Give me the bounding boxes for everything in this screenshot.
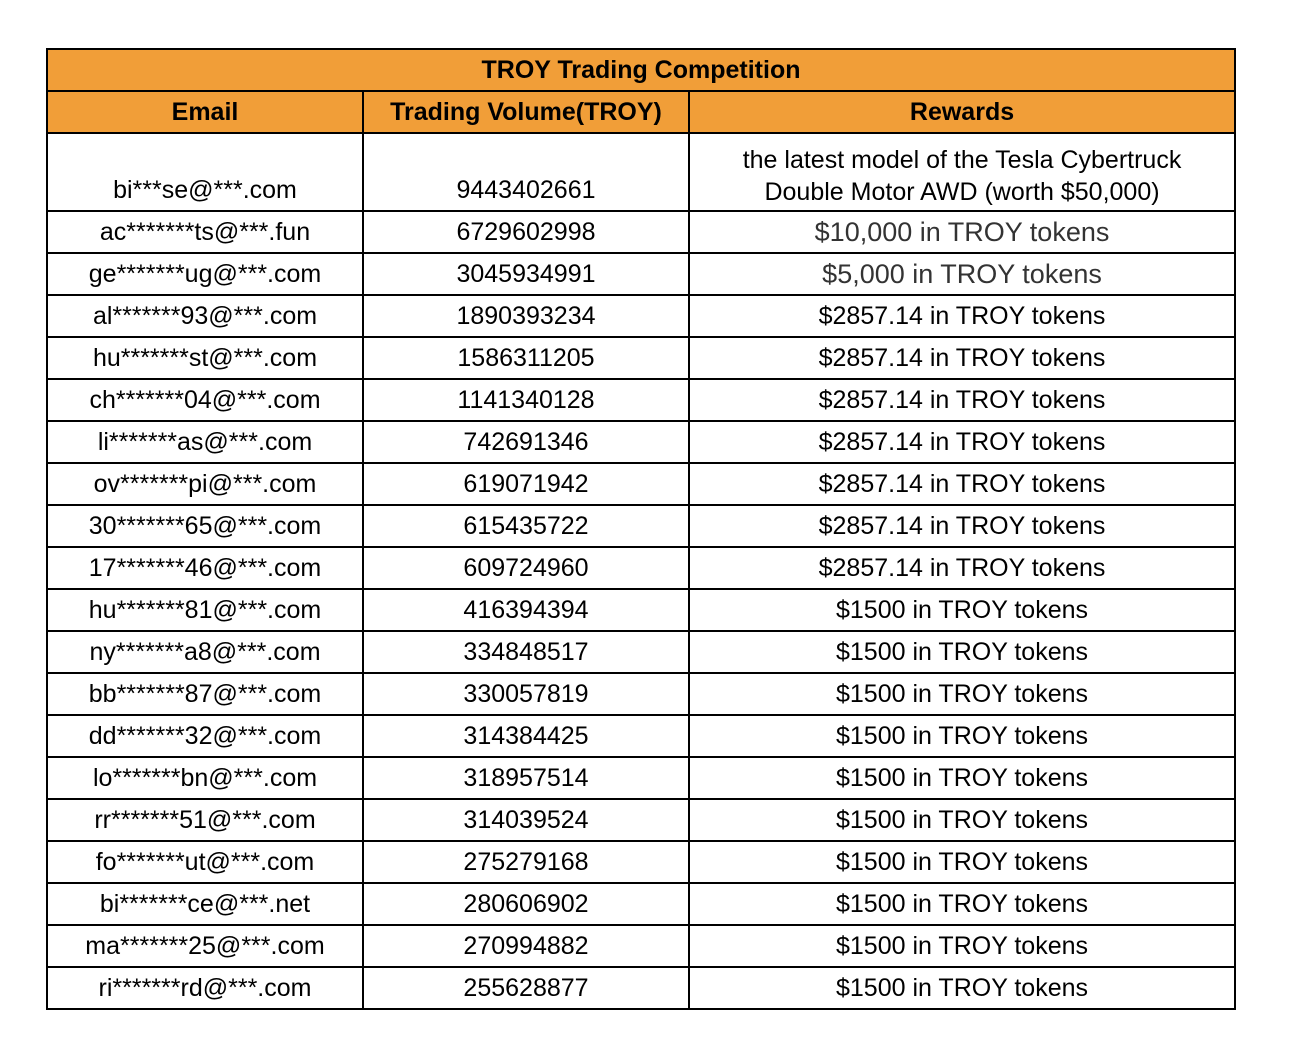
- table-row: [47, 967, 1235, 1009]
- email-cell: ny*******a8@***.com: [47, 631, 363, 673]
- table-row: [47, 841, 1235, 883]
- reward-cell: $2857.14 in TROY tokens: [689, 337, 1235, 379]
- volume-cell: 255628877: [363, 967, 689, 1009]
- volume-cell: 1586311205: [363, 337, 689, 379]
- volume-cell: 314039524: [363, 799, 689, 841]
- reward-cell: $2857.14 in TROY tokens: [689, 421, 1235, 463]
- table-row: [47, 631, 1235, 673]
- table-title: TROY Trading Competition: [47, 49, 1235, 91]
- reward-cell: $1500 in TROY tokens: [689, 841, 1235, 883]
- email-cell: ch*******04@***.com: [47, 379, 363, 421]
- reward-cell: $2857.14 in TROY tokens: [689, 379, 1235, 421]
- reward-cell: $2857.14 in TROY tokens: [689, 463, 1235, 505]
- column-header-email: Email: [47, 91, 363, 133]
- volume-cell: 3045934991: [363, 253, 689, 295]
- volume-cell: 742691346: [363, 421, 689, 463]
- reward-cell: $1500 in TROY tokens: [689, 799, 1235, 841]
- volume-cell: 609724960: [363, 547, 689, 589]
- reward-cell: [689, 133, 1235, 211]
- table-row: [47, 295, 1235, 337]
- volume-cell: 280606902: [363, 883, 689, 925]
- table-row: [47, 211, 1235, 253]
- column-header-row: [47, 91, 1235, 133]
- reward-cell: $5,000 in TROY tokens: [689, 253, 1235, 295]
- column-header-rewards: Rewards: [689, 91, 1235, 133]
- table-row: [47, 505, 1235, 547]
- email-cell: bb*******87@***.com: [47, 673, 363, 715]
- table-row: [47, 673, 1235, 715]
- volume-cell: 615435722: [363, 505, 689, 547]
- table-row: [47, 925, 1235, 967]
- table-row: [47, 715, 1235, 757]
- volume-cell: 1141340128: [363, 379, 689, 421]
- email-cell: 30*******65@***.com: [47, 505, 363, 547]
- reward-cell: $1500 in TROY tokens: [689, 967, 1235, 1009]
- email-cell: ov*******pi@***.com: [47, 463, 363, 505]
- reward-cell: $1500 in TROY tokens: [689, 589, 1235, 631]
- reward-cell: $2857.14 in TROY tokens: [689, 295, 1235, 337]
- reward-cell: $1500 in TROY tokens: [689, 715, 1235, 757]
- email-cell: 17*******46@***.com: [47, 547, 363, 589]
- reward-cell: $2857.14 in TROY tokens: [689, 547, 1235, 589]
- table-row: [47, 133, 1235, 211]
- competition-results-table: [46, 48, 1236, 1010]
- volume-cell: 416394394: [363, 589, 689, 631]
- table-row: [47, 379, 1235, 421]
- email-cell: hu*******st@***.com: [47, 337, 363, 379]
- email-cell: ma*******25@***.com: [47, 925, 363, 967]
- table-row: [47, 337, 1235, 379]
- email-cell: lo*******bn@***.com: [47, 757, 363, 799]
- table-row: [47, 547, 1235, 589]
- volume-cell: 270994882: [363, 925, 689, 967]
- email-cell: bi***se@***.com: [47, 133, 363, 211]
- email-cell: hu*******81@***.com: [47, 589, 363, 631]
- reward-cell: $1500 in TROY tokens: [689, 757, 1235, 799]
- email-cell: ge*******ug@***.com: [47, 253, 363, 295]
- table-row: [47, 883, 1235, 925]
- reward-text-line: Double Motor AWD (worth $50,000): [764, 178, 1160, 206]
- table-row: [47, 463, 1235, 505]
- email-cell: li*******as@***.com: [47, 421, 363, 463]
- reward-cell: $1500 in TROY tokens: [689, 673, 1235, 715]
- email-cell: fo*******ut@***.com: [47, 841, 363, 883]
- table-row: [47, 589, 1235, 631]
- volume-cell: 334848517: [363, 631, 689, 673]
- email-cell: bi*******ce@***.net: [47, 883, 363, 925]
- email-cell: ri*******rd@***.com: [47, 967, 363, 1009]
- table-row: [47, 757, 1235, 799]
- table-row: [47, 421, 1235, 463]
- reward-cell: $1500 in TROY tokens: [689, 883, 1235, 925]
- reward-cell: $10,000 in TROY tokens: [689, 211, 1235, 253]
- table-row: [47, 253, 1235, 295]
- volume-cell: 318957514: [363, 757, 689, 799]
- volume-cell: 6729602998: [363, 211, 689, 253]
- reward-cell: $1500 in TROY tokens: [689, 631, 1235, 673]
- reward-cell: $1500 in TROY tokens: [689, 925, 1235, 967]
- volume-cell: 9443402661: [363, 133, 689, 211]
- table-row: [47, 799, 1235, 841]
- volume-cell: 275279168: [363, 841, 689, 883]
- reward-cell: $2857.14 in TROY tokens: [689, 505, 1235, 547]
- column-header-trading-volume: Trading Volume(TROY): [363, 91, 689, 133]
- email-cell: dd*******32@***.com: [47, 715, 363, 757]
- email-cell: ac*******ts@***.fun: [47, 211, 363, 253]
- volume-cell: 619071942: [363, 463, 689, 505]
- email-cell: al*******93@***.com: [47, 295, 363, 337]
- volume-cell: 1890393234: [363, 295, 689, 337]
- reward-text-line: the latest model of the Tesla Cybertruck: [742, 146, 1182, 174]
- volume-cell: 330057819: [363, 673, 689, 715]
- email-cell: rr*******51@***.com: [47, 799, 363, 841]
- table-title-row: [47, 49, 1235, 91]
- volume-cell: 314384425: [363, 715, 689, 757]
